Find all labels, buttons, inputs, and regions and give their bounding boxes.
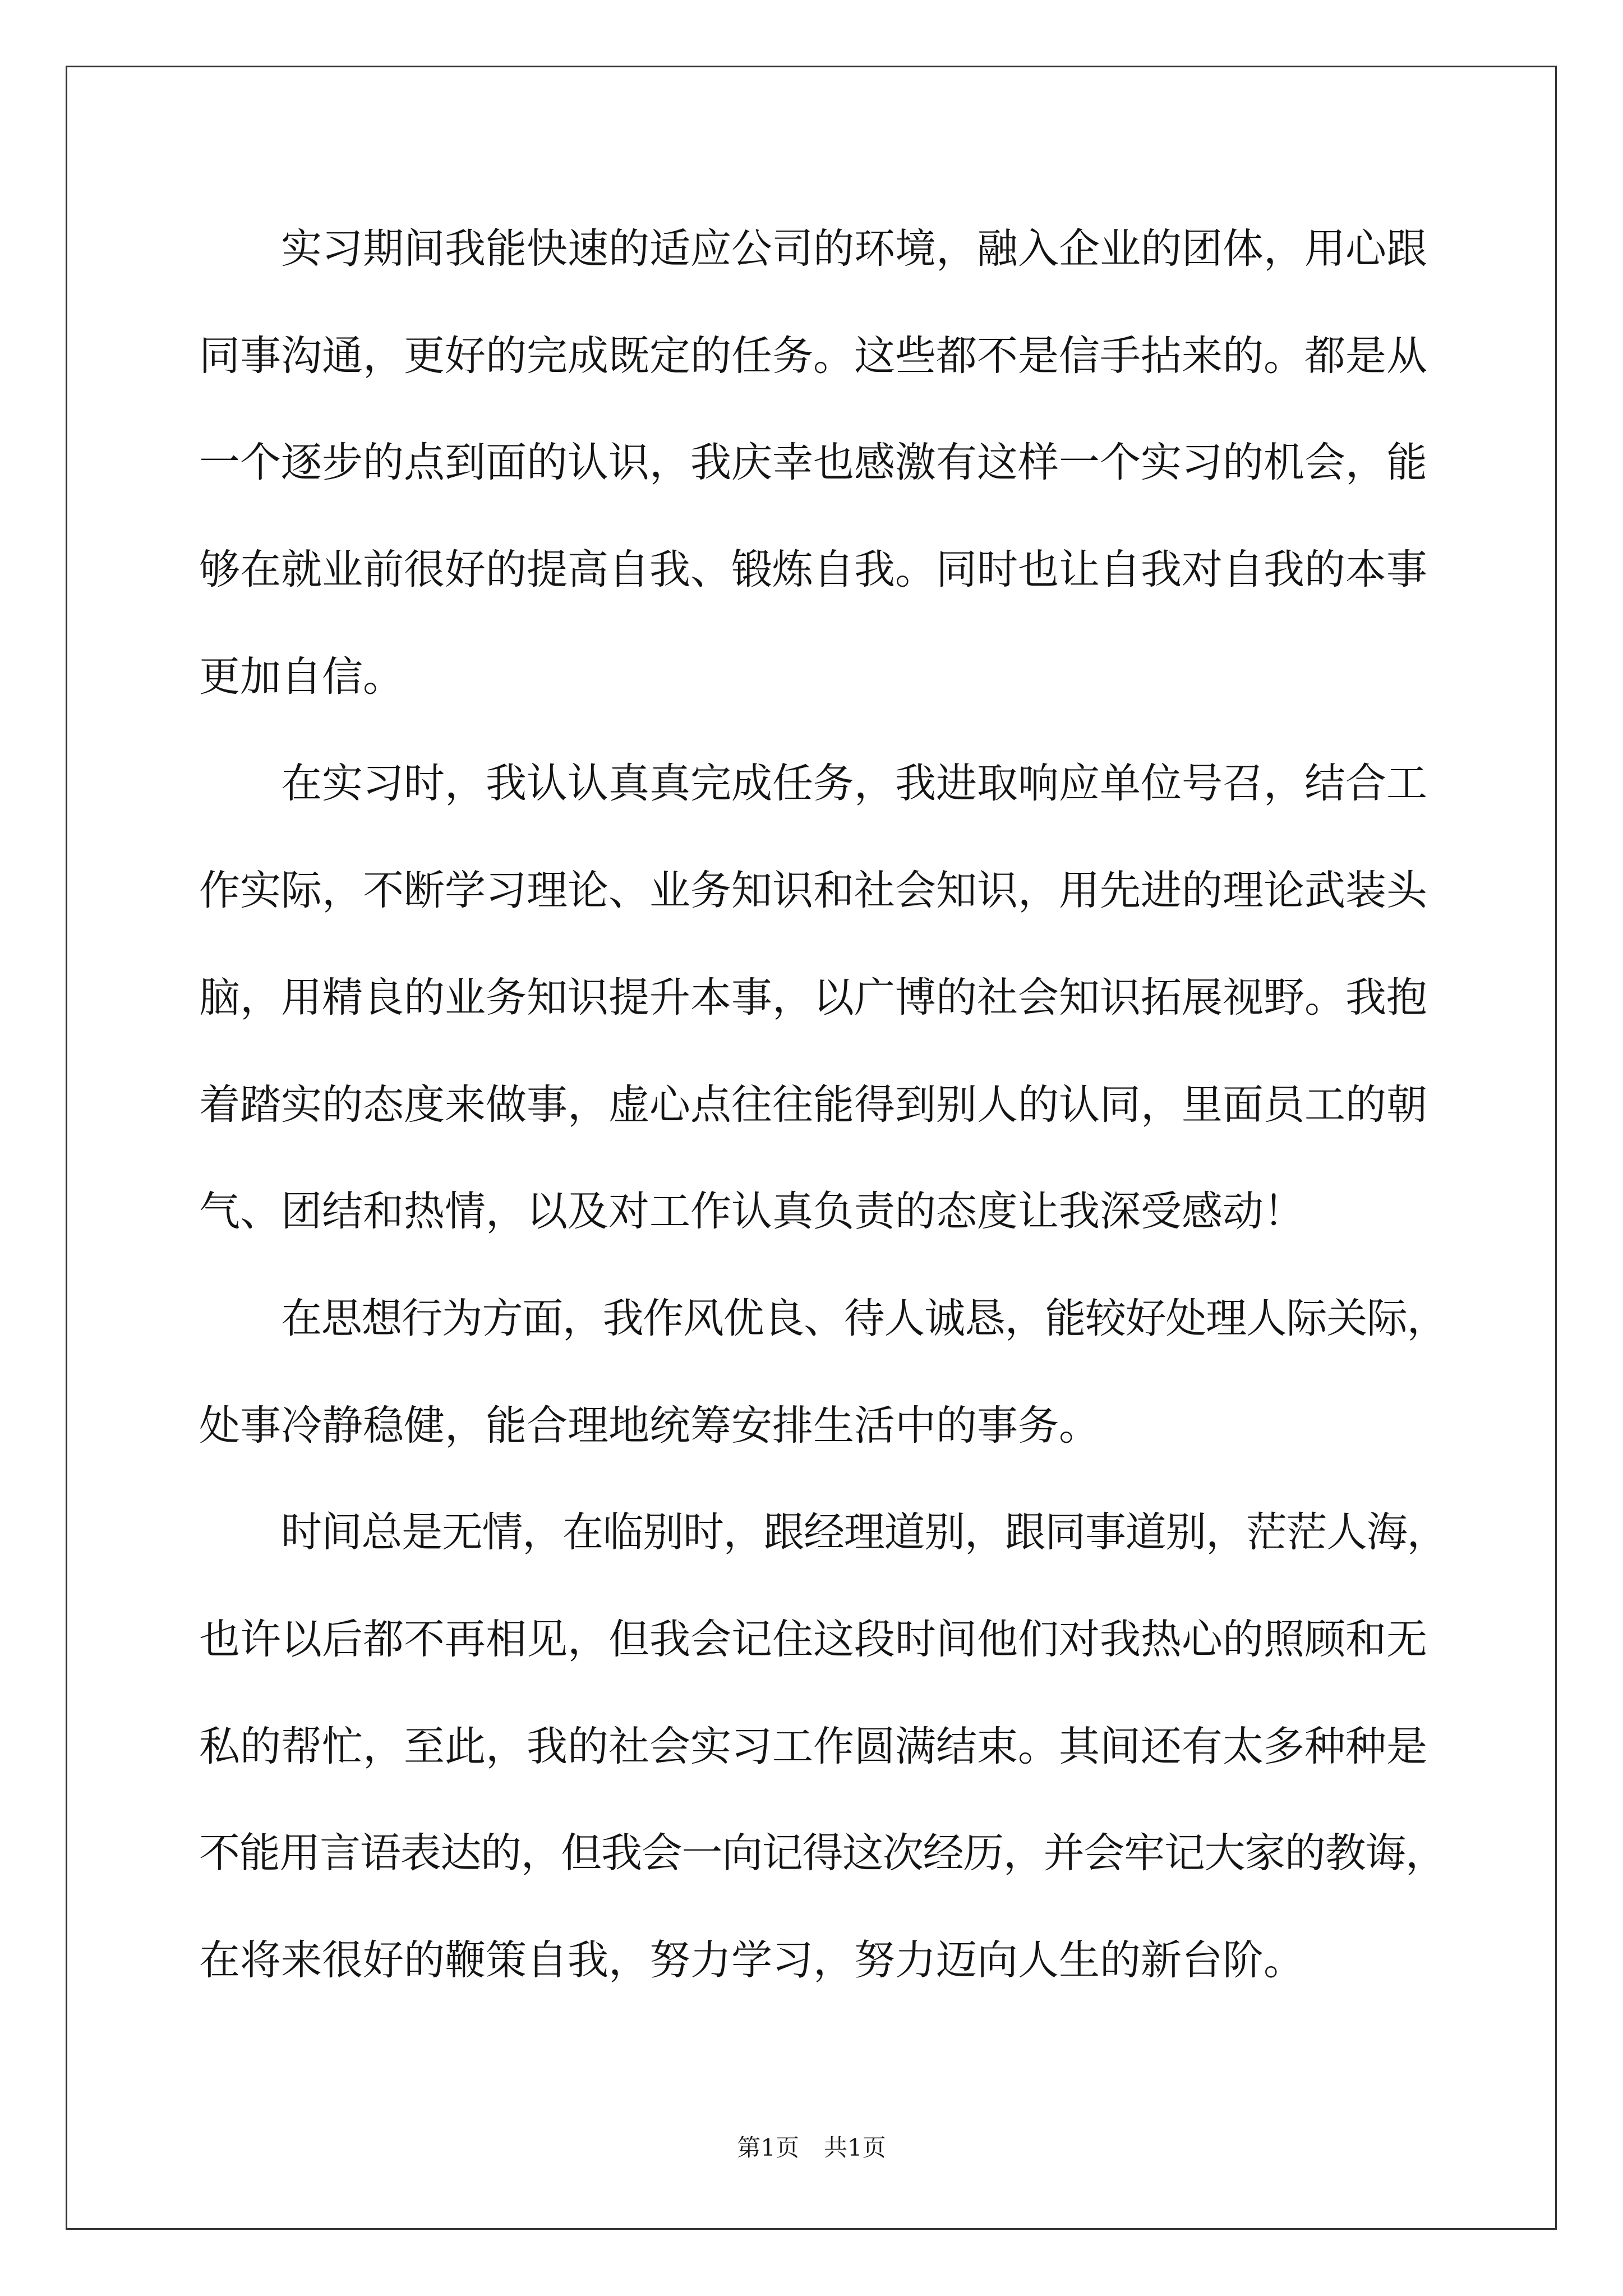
text-line: 脑，用精良的业务知识提升本事，以广博的社会知识拓展视野。我抱 [199, 973, 1427, 1022]
text-line: 着踏实的态度来做事，虚心点往往能得到别人的认同，里面员工的朝 [199, 1080, 1427, 1129]
text-line: 处事冷静稳健，能合理地统筹安排生活中的事务。 [199, 1401, 1100, 1450]
text-line: 不能用言语表达的，但我会一向记得这次经历，并会牢记大家的教诲， [199, 1829, 1446, 1878]
page-number-label: 第1页 [737, 2134, 799, 2161]
text-line: 实习期间我能快速的适应公司的环境，融入企业的团体，用心跟 [281, 225, 1427, 273]
text-line: 气、团结和热情，以及对工作认真负责的态度让我深受感动！ [199, 1188, 1304, 1236]
paragraph [199, 1266, 1447, 1479]
paragraph [199, 196, 1427, 730]
text-line: 在实习时，我认认真真完成任务，我进取响应单位号召，结合工 [281, 760, 1427, 808]
page-footer [0, 2132, 1623, 2164]
text-line: 更加自信。 [199, 652, 404, 701]
text-line: 作实际，不断学习理论、业务知识和社会知识，用先进的理论武装头 [199, 867, 1427, 915]
paragraph [199, 730, 1427, 1265]
text-line: 够在就业前很好的提高自我、锻炼自我。同时也让自我对自我的本事 [199, 546, 1427, 594]
paragraph [199, 1479, 1447, 2014]
text-line: 在思想行为方面，我作风优良、待人诚恳，能较好处理人际关际， [281, 1294, 1447, 1342]
text-line: 同事沟通，更好的完成既定的任务。这些都不是信手拈来的。都是从 [199, 332, 1427, 380]
page-total-label: 共1页 [824, 2134, 886, 2161]
text-line: 私的帮忙，至此，我的社会实习工作圆满结束。其间还有太多种种是 [199, 1722, 1427, 1770]
text-line: 时间总是无情，在临别时，跟经理道别，跟同事道别，茫茫人海， [281, 1508, 1447, 1557]
text-line: 也许以后都不再相见，但我会记住这段时间他们对我热心的照顾和无 [199, 1615, 1427, 1663]
document-body [199, 196, 1447, 2014]
text-line: 一个逐步的点到面的认识，我庆幸也感激有这样一个实习的机会，能 [199, 439, 1427, 487]
text-line: 在将来很好的鞭策自我，努力学习，努力迈向人生的新台阶。 [199, 1936, 1304, 1984]
